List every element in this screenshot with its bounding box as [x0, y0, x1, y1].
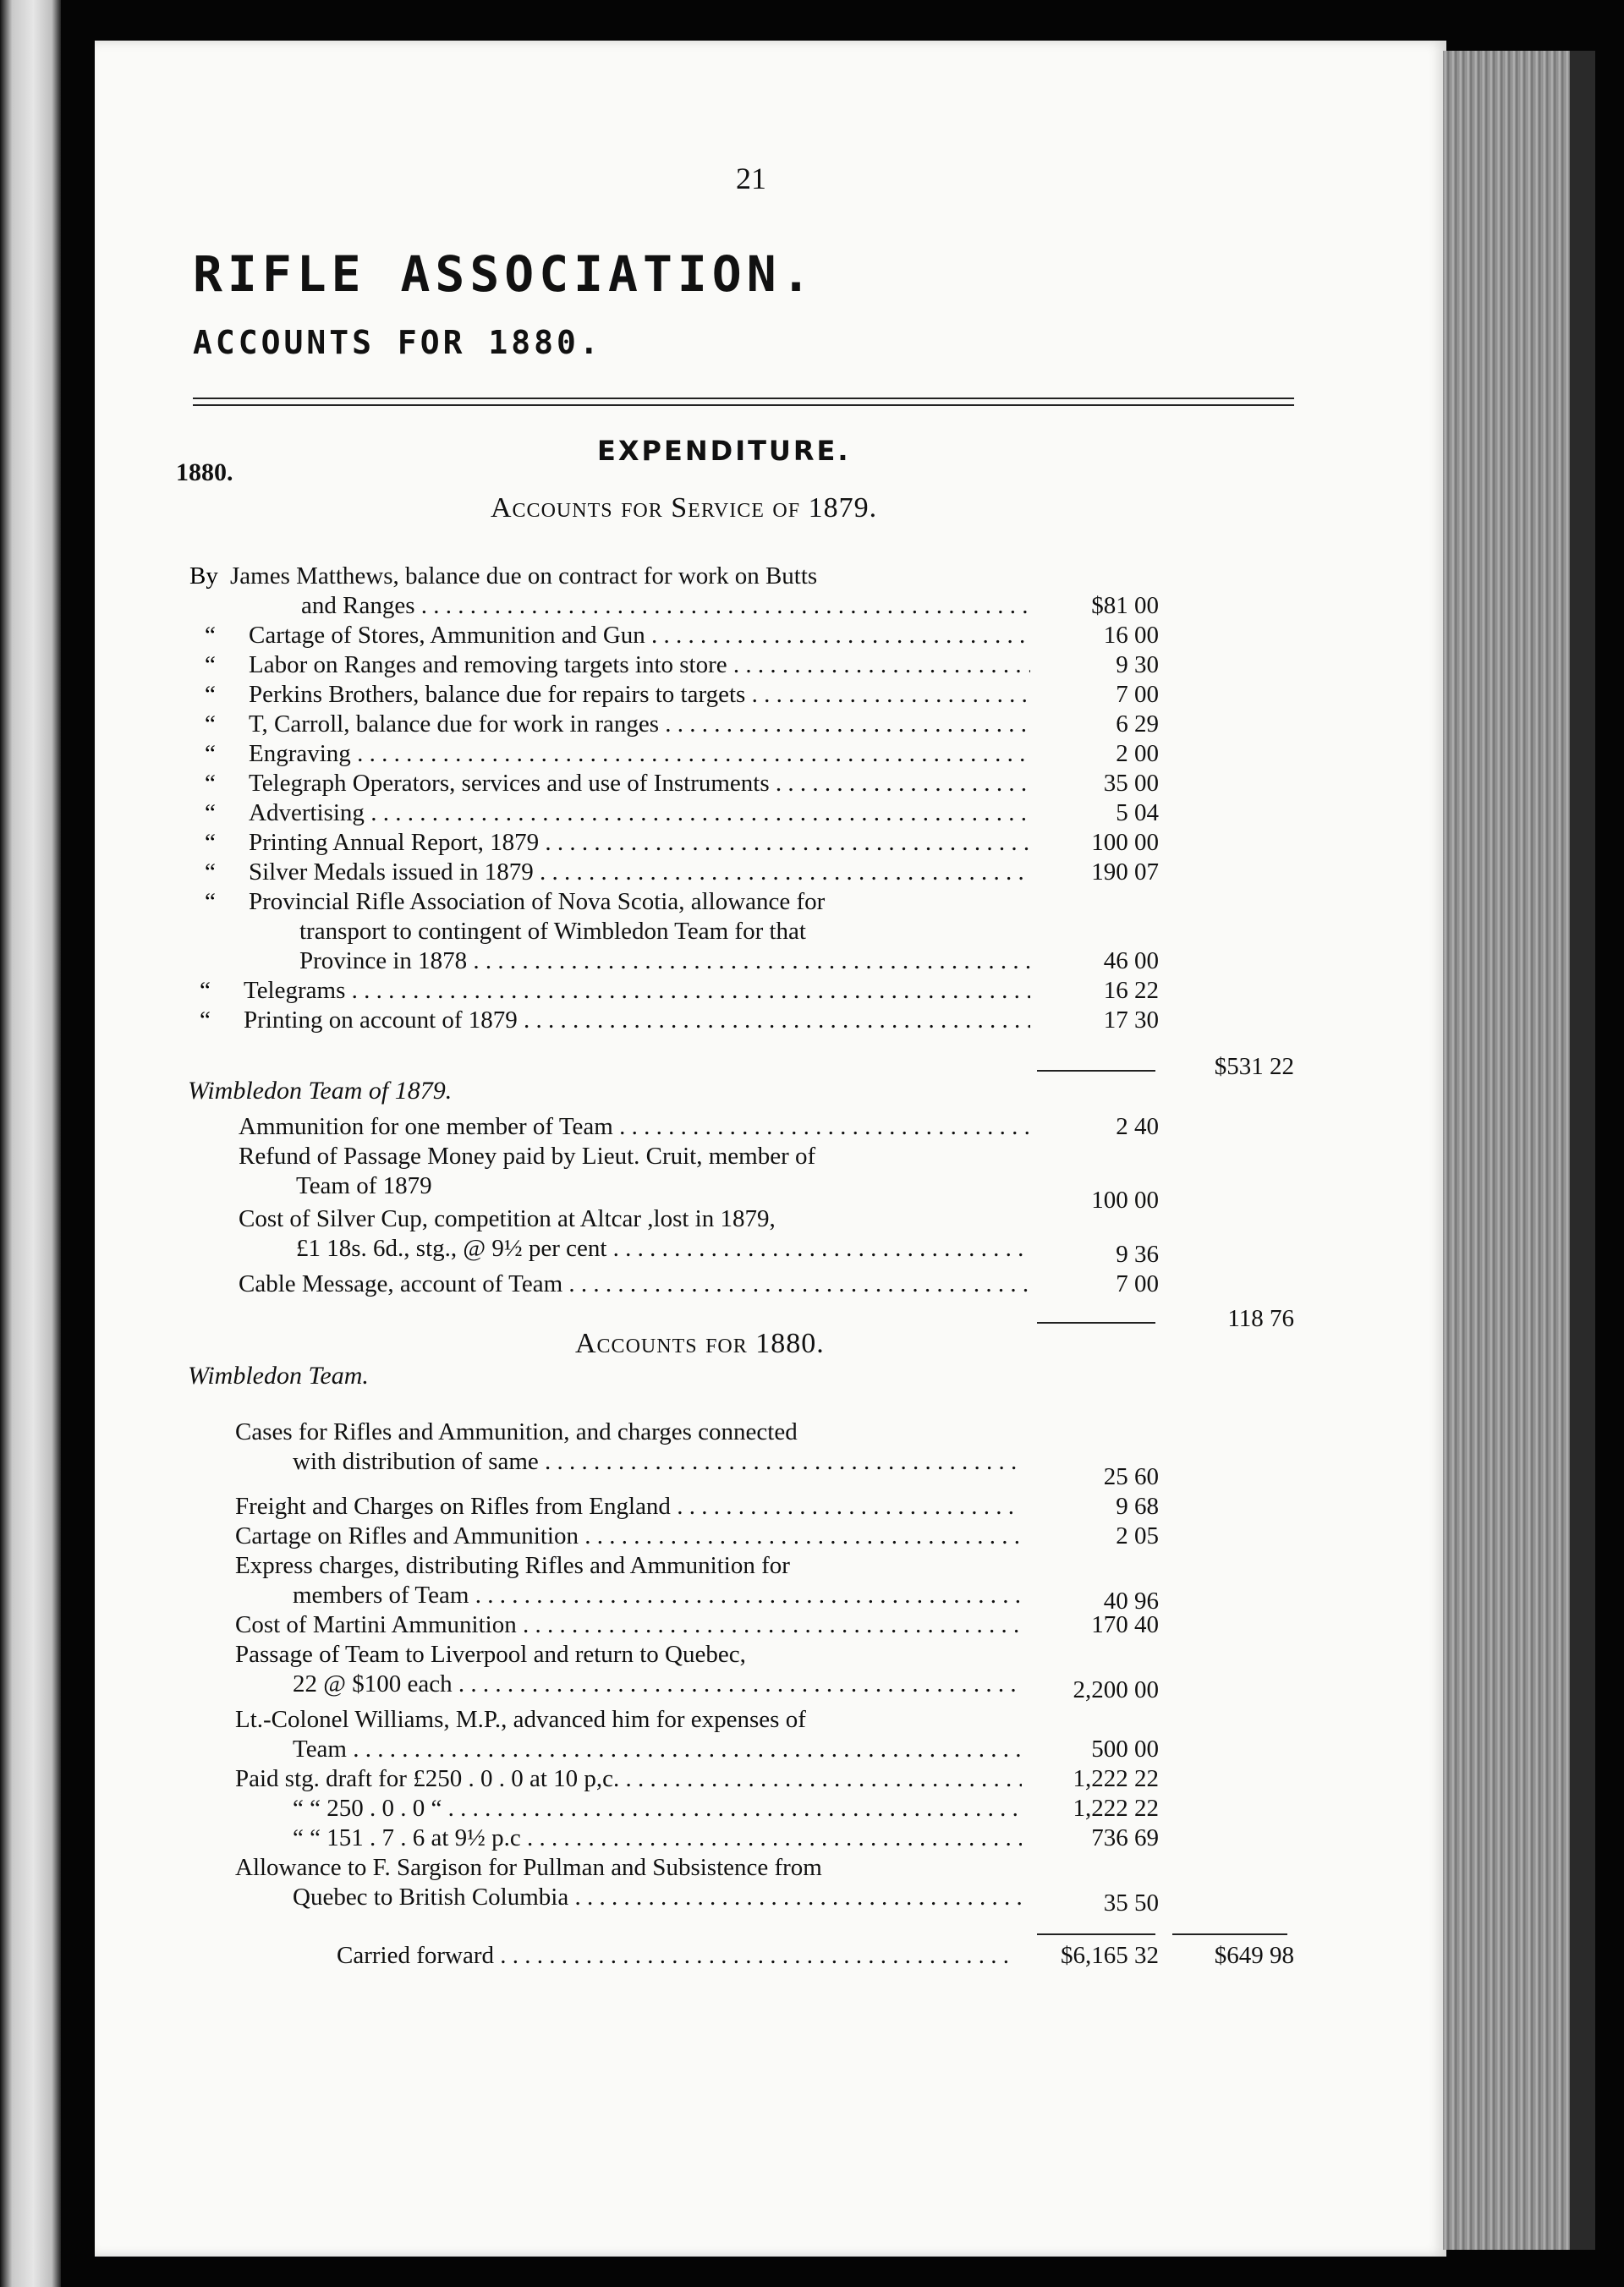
ledger-item: Cartage of Stores, Ammunition and Gun . . .	[249, 621, 1030, 650]
ledger-item: Printing Annual Report, 1879 . . .	[249, 828, 1030, 858]
page-subtitle: ACCOUNTS FOR 1880.	[193, 324, 602, 361]
item-amount: 500 00	[1091, 1736, 1159, 1763]
year-label: 1880.	[176, 458, 233, 486]
item-prefix: “	[205, 710, 216, 738]
ledger-item: Printing on account of 1879 . . .	[244, 1006, 1030, 1035]
ledger-item: Cost of Martini Ammunition . . .	[235, 1610, 1022, 1640]
item-amount: 35 00	[1103, 770, 1159, 797]
wimbledon-team-heading: Wimbledon Team.	[188, 1362, 369, 1390]
ledger-item: Paid stg. draft for £250 . 0 . 0 at 10 p,c. . . .	[235, 1764, 1022, 1794]
ledger-item: Engraving . . .	[249, 739, 1030, 769]
item-amount: 16 00	[1103, 622, 1159, 649]
expenditure-heading: EXPENDITURE.	[597, 435, 851, 467]
section-total: 118 76	[1227, 1305, 1294, 1332]
ledger-item: Telegraph Operators, services and use of Instruments . . .	[249, 769, 1030, 798]
item-amount: 100 00	[1091, 829, 1159, 856]
item-prefix: By	[189, 562, 218, 590]
ledger-item: Cost of Silver Cup, competition at Altcar ,lost in 1879, £1 18s. 6d., stg., @ 9½ per cent . . .	[239, 1204, 1030, 1264]
item-prefix: “	[205, 799, 216, 826]
section-total: $531 22	[1214, 1053, 1294, 1080]
item-amount: 35 50	[1103, 1889, 1159, 1917]
item-amount: 6 29	[1116, 710, 1159, 738]
adjacent-page-edge	[0, 0, 61, 2287]
header-rule-bottom	[193, 404, 1294, 406]
ledger-item: Advertising . . .	[249, 798, 1030, 828]
item-amount: 16 22	[1103, 977, 1159, 1004]
subtotal-rule	[1037, 1070, 1155, 1072]
ledger-item: James Matthews, balance due on contract for work on Butts and Ranges . . .	[230, 562, 1030, 621]
item-amount: 190 07	[1091, 858, 1159, 886]
ledger-item: “ “ 250 . 0 . 0 “ . . .	[293, 1794, 1022, 1824]
ledger-item: Refund of Passage Money paid by Lieut. Cruit, member of Team of 1879	[239, 1143, 816, 1199]
item-amount: $81 00	[1091, 592, 1159, 619]
carried-forward-row: Carried forward . . .	[337, 1941, 1013, 1971]
ledger-item: Ammunition for one member of Team . . .	[239, 1112, 1030, 1142]
item-amount: 1,222 22	[1073, 1795, 1159, 1822]
item-prefix: “	[205, 622, 216, 649]
item-prefix: “	[205, 651, 216, 678]
page-stack-edges	[1443, 51, 1570, 2250]
carried-forward-rule-1	[1037, 1933, 1155, 1935]
item-amount: 7 00	[1116, 681, 1159, 708]
item-prefix: “	[205, 858, 216, 886]
item-amount: 2 05	[1116, 1522, 1159, 1549]
carried-forward-rule-2	[1172, 1933, 1287, 1935]
item-amount: 2 40	[1116, 1113, 1159, 1140]
item-prefix: “	[205, 829, 216, 856]
ledger-item: Passage of Team to Liverpool and return to Quebec, 22 @ $100 each . . .	[235, 1640, 1022, 1699]
ledger-item: Cartage on Rifles and Ammunition . . .	[235, 1522, 1022, 1551]
ledger-item: Labor on Ranges and removing targets into store . . .	[249, 650, 1030, 680]
ledger-item: “ “ 151 . 7 . 6 at 9½ p.c . . .	[293, 1824, 1022, 1853]
item-amount: 5 04	[1116, 799, 1159, 826]
item-amount: 46 00	[1103, 947, 1159, 974]
item-amount: 9 36	[1116, 1241, 1159, 1268]
item-amount: 9 30	[1116, 651, 1159, 678]
carried-forward-amount: $6,165 32	[1061, 1942, 1159, 1969]
item-amount: 2,200 00	[1073, 1676, 1159, 1703]
item-prefix: “	[205, 888, 216, 915]
ledger-item: Perkins Brothers, balance due for repairs to targets . . .	[249, 680, 1030, 710]
item-prefix: “	[205, 770, 216, 797]
page-title: RIFLE ASSOCIATION.	[193, 245, 816, 303]
ledger-item: Silver Medals issued in 1879 . . .	[249, 858, 1030, 887]
item-prefix: “	[200, 977, 211, 1004]
item-amount: 17 30	[1103, 1006, 1159, 1034]
ledger-item: Lt.-Colonel Williams, M.P., advanced him for expenses of Team . . .	[235, 1705, 1022, 1764]
ledger-item: Cases for Rifles and Ammunition, and charges connected with distribution of same . . .	[235, 1418, 1022, 1477]
section-heading-1880: Accounts for 1880.	[575, 1328, 825, 1359]
ledger-item: T, Carroll, balance due for work in ranges . . .	[249, 710, 1030, 739]
book-spine-shadow	[1570, 51, 1595, 2250]
ledger-item: Express charges, distributing Rifles and Ammunition for members of Team . . .	[235, 1551, 1022, 1610]
ledger-item: Provincial Rifle Association of Nova Scotia, allowance for transport to contingent of Wimbledon Team for that Province in 1878 . . .	[249, 887, 1030, 976]
item-amount: 25 60	[1103, 1463, 1159, 1490]
ledger-item: Freight and Charges on Rifles from England . . .	[235, 1492, 1022, 1522]
item-amount: 2 00	[1116, 740, 1159, 767]
item-amount: 100 00	[1091, 1187, 1159, 1214]
item-amount: 9 68	[1116, 1493, 1159, 1520]
item-prefix: “	[205, 681, 216, 708]
carried-forward-total: $649 98	[1214, 1942, 1294, 1969]
page-number: 21	[736, 162, 766, 195]
item-amount: 7 00	[1116, 1270, 1159, 1297]
header-rule-top	[193, 398, 1294, 399]
ledger-item: Allowance to F. Sargison for Pullman and Subsistence from Quebec to British Columbia . . .	[235, 1853, 1022, 1912]
item-amount: 1,222 22	[1073, 1765, 1159, 1792]
ledger-item: Cable Message, account of Team . . .	[239, 1270, 1030, 1299]
subtotal-rule	[1037, 1322, 1155, 1324]
section-heading-1879: Accounts for Service of 1879.	[491, 492, 878, 524]
item-prefix: “	[205, 740, 216, 767]
wimbledon-1879-heading: Wimbledon Team of 1879.	[188, 1077, 453, 1105]
item-amount: 170 40	[1091, 1611, 1159, 1638]
ledger-item: Telegrams . . .	[244, 976, 1030, 1006]
item-amount: 736 69	[1091, 1824, 1159, 1851]
item-amount: 40 96	[1103, 1588, 1159, 1615]
item-prefix: “	[200, 1006, 211, 1034]
